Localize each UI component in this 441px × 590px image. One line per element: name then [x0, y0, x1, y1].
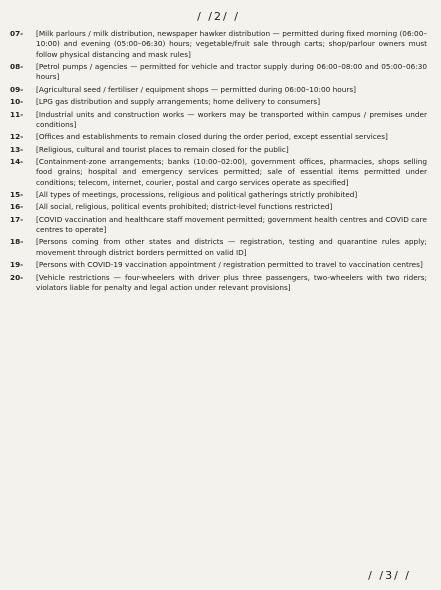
clause-number: 07-: [10, 29, 24, 38]
clause-number: 11-: [10, 109, 24, 119]
clause-item: [10, 260, 427, 270]
clause-item: [10, 132, 427, 142]
clause-item: [10, 145, 427, 155]
clause-number: 09-: [10, 84, 24, 94]
clause-list: [10, 29, 427, 293]
clause-number: 20-: [10, 272, 24, 282]
clause-number: 12-: [10, 132, 24, 142]
clause-number: 10-: [10, 97, 24, 107]
clause-item: [10, 110, 427, 131]
clause-item: [10, 29, 427, 60]
clause-number: 18-: [10, 237, 24, 247]
clause-number: 19-: [10, 260, 24, 270]
clause-item: [10, 237, 427, 258]
clause-text: [Vehicle restrictions — four-wheelers with driver plus three passengers, two-wheelers with two riders; violators liable for penalty and legal action under relevant provisions]: [36, 272, 427, 292]
clause-number: 08-: [10, 62, 24, 72]
clause-text: [Agricultural seed / fertiliser / equipment shops — permitted during 06:00–10:00 hours]: [36, 84, 356, 94]
page-number-top: / /2/ /: [197, 10, 240, 23]
clause-text: [Petrol pumps / agencies — permitted for vehicle and tractor supply during 06:00–08:00 and 05:00–06:30 hours]: [36, 62, 427, 82]
clause-text: [LPG gas distribution and supply arrangements; home delivery to consumers]: [36, 97, 321, 107]
clause-item: [10, 190, 427, 200]
clause-item: [10, 273, 427, 294]
page-number-bottom: / /3/ /: [368, 569, 411, 582]
clause-text: [Milk parlours / milk distribution, newspaper hawker distribution — permitted during fixed morning (06:00–10:00) and evening (05:00–06:30) hours; vegetable/fruit sale through carts; shop/parlour owners must follow physical distancing and mask rules]: [36, 29, 427, 59]
clause-text: [Religious, cultural and tourist places to remain closed for the public]: [36, 144, 289, 154]
clause-number: 13-: [10, 144, 24, 154]
clause-number: 17-: [10, 214, 24, 224]
clause-text: [Industrial units and construction works — workers may be transported within campus / premises under conditions]: [36, 109, 427, 129]
clause-item: [10, 62, 427, 83]
clause-item: [10, 202, 427, 212]
clause-item: [10, 85, 427, 95]
clause-item: [10, 97, 427, 107]
clause-text: [Persons coming from other states and districts — registration, testing and quarantine rules apply; movement through district borders permitted on valid ID]: [36, 237, 427, 257]
clause-item: [10, 215, 427, 236]
clause-number: 15-: [10, 190, 24, 200]
clause-item: [10, 157, 427, 188]
clause-text: [All types of meetings, processions, religious and political gatherings strictly prohibited]: [36, 190, 358, 200]
clause-text: [Persons with COVID-19 vaccination appointment / registration permitted to travel to vaccination centres]: [36, 260, 423, 270]
clause-text: [COVID vaccination and healthcare staff movement permitted; government health centres and COVID care centres to operate]: [36, 214, 427, 235]
clause-text: [Offices and establishments to remain closed during the order period, except essential services]: [36, 132, 388, 142]
clause-text: [All social, religious, political events prohibited; district-level functions restricted]: [36, 202, 333, 212]
clause-text: [Containment-zone arrangements; banks (10:00–02:00), government offices, pharmacies, shops selling food grains; hospital and emergency services permitted; sale of essential items permitted under conditions; telecom, internet, courier, postal and cargo services operate as specified]: [36, 156, 427, 187]
clause-number: 16-: [10, 202, 24, 212]
clause-number: 14-: [10, 156, 24, 166]
